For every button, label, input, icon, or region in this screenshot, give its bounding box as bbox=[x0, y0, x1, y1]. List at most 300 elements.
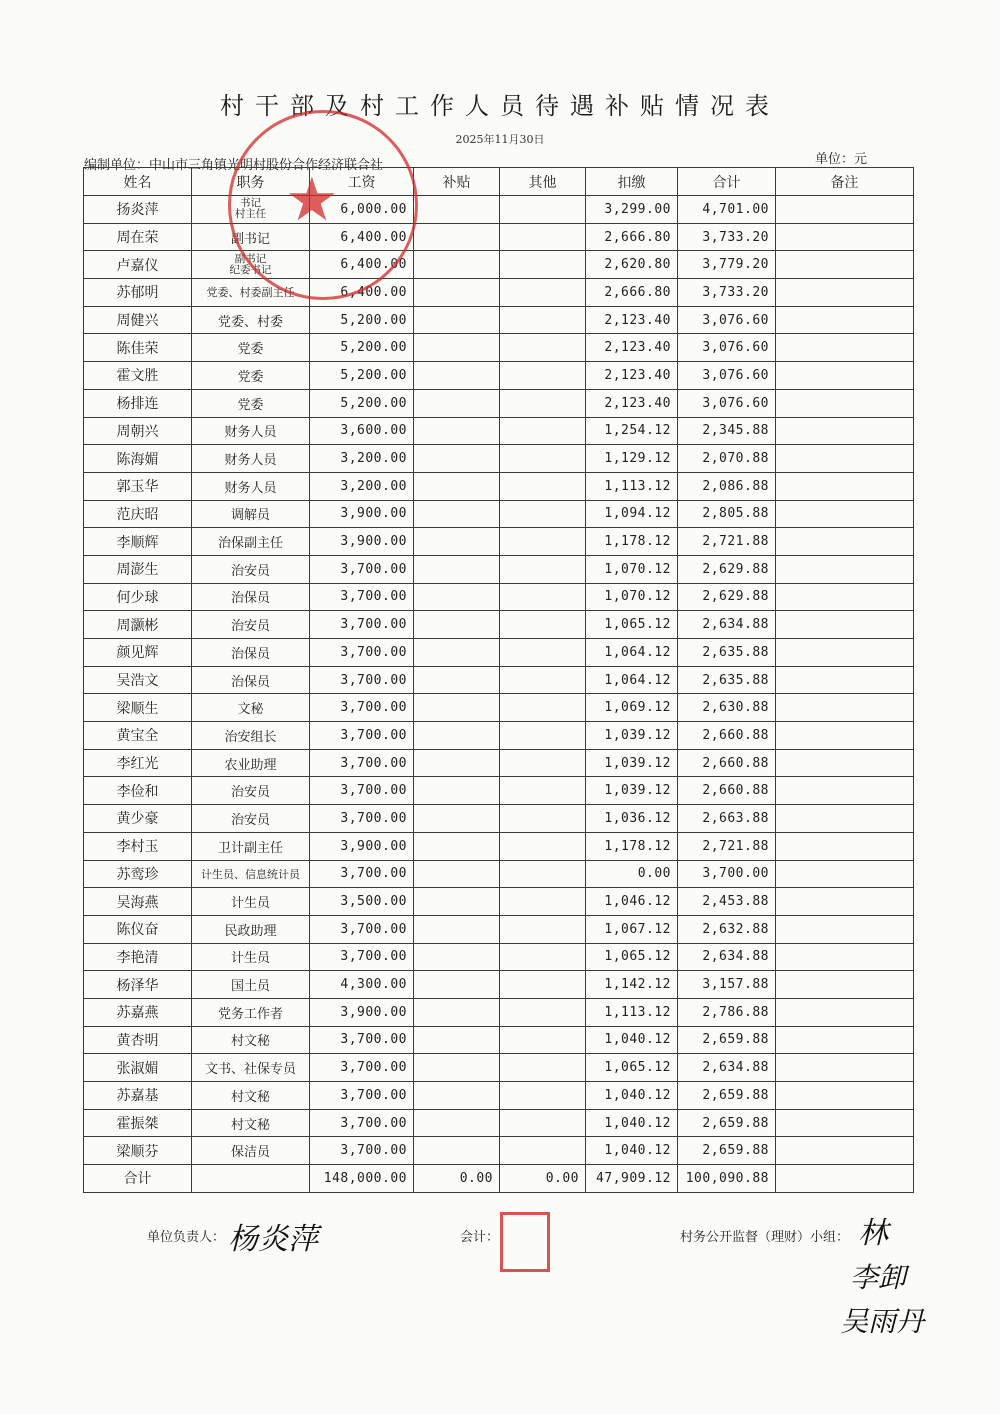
deduction-cell: 1,254.12 bbox=[586, 417, 678, 445]
other-cell bbox=[500, 860, 586, 888]
totals-row bbox=[84, 1165, 914, 1193]
role-cell: 文秘 bbox=[192, 694, 310, 722]
name-cell: 李村玉 bbox=[84, 832, 192, 860]
other-cell bbox=[500, 722, 586, 750]
table-row bbox=[84, 445, 914, 473]
subsidy-cell bbox=[414, 1082, 500, 1110]
other-cell bbox=[500, 639, 586, 667]
deduction-cell: 1,039.12 bbox=[586, 749, 678, 777]
total-cell: 2,629.88 bbox=[678, 583, 776, 611]
subsidy-cell bbox=[414, 611, 500, 639]
total-cell: 4,701.00 bbox=[678, 196, 776, 224]
subsidy-cell bbox=[414, 749, 500, 777]
supervision-signature-1: 林 bbox=[858, 1216, 888, 1251]
wage-cell: 3,700.00 bbox=[310, 639, 414, 667]
supervision-signature-2: 李卸 bbox=[850, 1261, 907, 1294]
wage-cell: 3,700.00 bbox=[310, 915, 414, 943]
deduction-cell: 1,064.12 bbox=[586, 666, 678, 694]
column-header-total: 合计 bbox=[678, 168, 776, 196]
deduction-cell: 0.00 bbox=[586, 860, 678, 888]
role-cell: 财务人员 bbox=[192, 472, 310, 500]
totals-role-cell bbox=[192, 1165, 310, 1193]
name-cell: 苏鸾珍 bbox=[84, 860, 192, 888]
table-row bbox=[84, 860, 914, 888]
total-cell: 2,629.88 bbox=[678, 555, 776, 583]
name-cell: 杨泽华 bbox=[84, 971, 192, 999]
total-cell: 2,659.88 bbox=[678, 1026, 776, 1054]
subsidy-cell bbox=[414, 196, 500, 224]
total-cell: 2,634.88 bbox=[678, 1054, 776, 1082]
subsidy-cell bbox=[414, 334, 500, 362]
total-cell: 3,733.20 bbox=[678, 279, 776, 307]
role-cell: 民政助理 bbox=[192, 915, 310, 943]
deduction-cell: 1,129.12 bbox=[586, 445, 678, 473]
role-cell: 卫计副主任 bbox=[192, 832, 310, 860]
remarks-cell bbox=[776, 223, 914, 251]
role-cell: 财务人员 bbox=[192, 445, 310, 473]
other-cell bbox=[500, 694, 586, 722]
subsidy-cell bbox=[414, 362, 500, 390]
role-cell: 书记 村主任 bbox=[192, 196, 310, 224]
role-cell: 农业助理 bbox=[192, 749, 310, 777]
wage-cell: 3,600.00 bbox=[310, 417, 414, 445]
role-cell: 调解员 bbox=[192, 500, 310, 528]
deduction-cell: 1,070.12 bbox=[586, 555, 678, 583]
other-cell bbox=[500, 1109, 586, 1137]
other-cell bbox=[500, 1137, 586, 1165]
remarks-cell bbox=[776, 943, 914, 971]
document-title: 村干部及村工作人员待遇补贴情况表 bbox=[220, 92, 780, 120]
other-cell bbox=[500, 888, 586, 916]
table-row bbox=[84, 500, 914, 528]
deduction-cell: 1,065.12 bbox=[586, 611, 678, 639]
wage-cell: 6,400.00 bbox=[310, 251, 414, 279]
total-cell: 3,076.60 bbox=[678, 362, 776, 390]
table-row bbox=[84, 1137, 914, 1165]
subsidy-cell bbox=[414, 722, 500, 750]
wage-cell: 3,700.00 bbox=[310, 1109, 414, 1137]
role-cell: 治安员 bbox=[192, 555, 310, 583]
subsidy-table bbox=[83, 167, 914, 1193]
role-cell: 保洁员 bbox=[192, 1137, 310, 1165]
deduction-cell: 1,039.12 bbox=[586, 722, 678, 750]
table-row bbox=[84, 943, 914, 971]
wage-cell: 3,900.00 bbox=[310, 500, 414, 528]
deduction-cell: 1,040.12 bbox=[586, 1026, 678, 1054]
subsidy-cell bbox=[414, 389, 500, 417]
table-row bbox=[84, 306, 914, 334]
other-cell bbox=[500, 389, 586, 417]
wage-cell: 3,700.00 bbox=[310, 722, 414, 750]
subsidy-cell bbox=[414, 805, 500, 833]
document-date: 2025年11月30日 bbox=[455, 133, 545, 146]
name-cell: 张淑媚 bbox=[84, 1054, 192, 1082]
remarks-cell bbox=[776, 749, 914, 777]
subsidy-cell bbox=[414, 832, 500, 860]
wage-cell: 3,700.00 bbox=[310, 943, 414, 971]
wage-cell: 6,400.00 bbox=[310, 223, 414, 251]
wage-cell: 3,700.00 bbox=[310, 749, 414, 777]
column-header-deduction: 扣缴 bbox=[586, 168, 678, 196]
compiling-unit: 编制单位：中山市三角镇光明村股份合作经济联合社 bbox=[84, 158, 384, 173]
table-row bbox=[84, 611, 914, 639]
column-header-other: 其他 bbox=[500, 168, 586, 196]
total-cell: 3,700.00 bbox=[678, 860, 776, 888]
total-cell: 3,779.20 bbox=[678, 251, 776, 279]
subsidy-cell bbox=[414, 500, 500, 528]
remarks-cell bbox=[776, 694, 914, 722]
table-row bbox=[84, 251, 914, 279]
role-cell: 治保副主任 bbox=[192, 528, 310, 556]
name-cell: 周朝兴 bbox=[84, 417, 192, 445]
remarks-cell bbox=[776, 1082, 914, 1110]
total-cell: 2,659.88 bbox=[678, 1082, 776, 1110]
total-cell: 2,721.88 bbox=[678, 832, 776, 860]
remarks-cell bbox=[776, 666, 914, 694]
totals-wage: 148,000.00 bbox=[310, 1165, 414, 1193]
table-row bbox=[84, 1109, 914, 1137]
role-cell: 计生员 bbox=[192, 943, 310, 971]
total-cell: 2,070.88 bbox=[678, 445, 776, 473]
subsidy-cell bbox=[414, 445, 500, 473]
total-cell: 2,660.88 bbox=[678, 749, 776, 777]
name-cell: 周在荣 bbox=[84, 223, 192, 251]
deduction-cell: 2,123.40 bbox=[586, 306, 678, 334]
subsidy-cell bbox=[414, 251, 500, 279]
name-cell: 梁顺芬 bbox=[84, 1137, 192, 1165]
subsidy-cell bbox=[414, 528, 500, 556]
wage-cell: 3,700.00 bbox=[310, 1082, 414, 1110]
deduction-cell: 1,094.12 bbox=[586, 500, 678, 528]
wage-cell: 4,300.00 bbox=[310, 971, 414, 999]
wage-cell: 3,700.00 bbox=[310, 860, 414, 888]
other-cell bbox=[500, 472, 586, 500]
name-cell: 扬炎萍 bbox=[84, 196, 192, 224]
name-cell: 吴浩文 bbox=[84, 666, 192, 694]
remarks-cell bbox=[776, 777, 914, 805]
name-cell: 郭玉华 bbox=[84, 472, 192, 500]
name-cell: 卢嘉仪 bbox=[84, 251, 192, 279]
deduction-cell: 1,070.12 bbox=[586, 583, 678, 611]
remarks-cell bbox=[776, 500, 914, 528]
deduction-cell: 1,065.12 bbox=[586, 1054, 678, 1082]
table-row bbox=[84, 777, 914, 805]
remarks-cell bbox=[776, 832, 914, 860]
name-cell: 陈佳荣 bbox=[84, 334, 192, 362]
other-cell bbox=[500, 279, 586, 307]
role-cell: 治安员 bbox=[192, 805, 310, 833]
other-cell bbox=[500, 1082, 586, 1110]
table-row bbox=[84, 1082, 914, 1110]
remarks-cell bbox=[776, 805, 914, 833]
remarks-cell bbox=[776, 417, 914, 445]
wage-cell: 3,700.00 bbox=[310, 611, 414, 639]
total-cell: 3,157.88 bbox=[678, 971, 776, 999]
total-cell: 2,630.88 bbox=[678, 694, 776, 722]
deduction-cell: 2,123.40 bbox=[586, 362, 678, 390]
table-row bbox=[84, 915, 914, 943]
table-row bbox=[84, 528, 914, 556]
table-row bbox=[84, 722, 914, 750]
table-row bbox=[84, 1026, 914, 1054]
name-cell: 杨排连 bbox=[84, 389, 192, 417]
wage-cell: 6,400.00 bbox=[310, 279, 414, 307]
table-row bbox=[84, 417, 914, 445]
deduction-cell: 1,069.12 bbox=[586, 694, 678, 722]
other-cell bbox=[500, 583, 586, 611]
role-cell: 副书记 bbox=[192, 223, 310, 251]
role-cell: 村文秘 bbox=[192, 1109, 310, 1137]
role-cell: 治安组长 bbox=[192, 722, 310, 750]
name-cell: 李红光 bbox=[84, 749, 192, 777]
accountant-stamp bbox=[500, 1212, 550, 1272]
deduction-cell: 2,666.80 bbox=[586, 279, 678, 307]
remarks-cell bbox=[776, 1026, 914, 1054]
name-cell: 李艳清 bbox=[84, 943, 192, 971]
remarks-cell bbox=[776, 334, 914, 362]
role-cell: 国土员 bbox=[192, 971, 310, 999]
name-cell: 范庆昭 bbox=[84, 500, 192, 528]
other-cell bbox=[500, 445, 586, 473]
totals-label: 合计 bbox=[84, 1165, 192, 1193]
deduction-cell: 2,620.80 bbox=[586, 251, 678, 279]
deduction-cell: 1,065.12 bbox=[586, 943, 678, 971]
leader-signature: 杨炎萍 bbox=[228, 1222, 318, 1257]
deduction-cell: 1,040.12 bbox=[586, 1137, 678, 1165]
remarks-cell bbox=[776, 915, 914, 943]
column-header-wage: 工资 bbox=[310, 168, 414, 196]
name-cell: 李顺辉 bbox=[84, 528, 192, 556]
wage-cell: 5,200.00 bbox=[310, 334, 414, 362]
wage-cell: 3,700.00 bbox=[310, 583, 414, 611]
wage-cell: 3,900.00 bbox=[310, 832, 414, 860]
name-cell: 黄少豪 bbox=[84, 805, 192, 833]
wage-cell: 5,200.00 bbox=[310, 306, 414, 334]
subsidy-cell bbox=[414, 472, 500, 500]
name-cell: 苏嘉燕 bbox=[84, 998, 192, 1026]
deduction-cell: 1,040.12 bbox=[586, 1082, 678, 1110]
remarks-cell bbox=[776, 528, 914, 556]
subsidy-cell bbox=[414, 860, 500, 888]
deduction-cell: 2,666.80 bbox=[586, 223, 678, 251]
remarks-cell bbox=[776, 445, 914, 473]
supervision-label: 村务公开监督（理财）小组： bbox=[680, 1230, 850, 1245]
table-row bbox=[84, 998, 914, 1026]
deduction-cell: 2,123.40 bbox=[586, 334, 678, 362]
name-cell: 霍文胜 bbox=[84, 362, 192, 390]
name-cell: 周灏彬 bbox=[84, 611, 192, 639]
wage-cell: 3,700.00 bbox=[310, 1137, 414, 1165]
other-cell bbox=[500, 500, 586, 528]
remarks-cell bbox=[776, 1054, 914, 1082]
deduction-cell: 1,064.12 bbox=[586, 639, 678, 667]
table-row bbox=[84, 1054, 914, 1082]
remarks-cell bbox=[776, 362, 914, 390]
column-header-subsidy: 补贴 bbox=[414, 168, 500, 196]
remarks-cell bbox=[776, 888, 914, 916]
column-header-remarks: 备注 bbox=[776, 168, 914, 196]
remarks-cell bbox=[776, 279, 914, 307]
other-cell bbox=[500, 915, 586, 943]
table-row bbox=[84, 472, 914, 500]
other-cell bbox=[500, 998, 586, 1026]
other-cell bbox=[500, 832, 586, 860]
subsidy-cell bbox=[414, 555, 500, 583]
table-row bbox=[84, 694, 914, 722]
deduction-cell: 2,123.40 bbox=[586, 389, 678, 417]
remarks-cell bbox=[776, 1137, 914, 1165]
role-cell: 治保员 bbox=[192, 583, 310, 611]
role-cell: 治安员 bbox=[192, 777, 310, 805]
column-header-name: 姓名 bbox=[84, 168, 192, 196]
name-cell: 吴海燕 bbox=[84, 888, 192, 916]
remarks-cell bbox=[776, 611, 914, 639]
wage-cell: 5,200.00 bbox=[310, 362, 414, 390]
role-cell: 计生员 bbox=[192, 888, 310, 916]
subsidy-cell bbox=[414, 888, 500, 916]
other-cell bbox=[500, 971, 586, 999]
subsidy-cell bbox=[414, 1054, 500, 1082]
total-cell: 2,345.88 bbox=[678, 417, 776, 445]
wage-cell: 3,700.00 bbox=[310, 1026, 414, 1054]
subsidy-cell bbox=[414, 417, 500, 445]
remarks-cell bbox=[776, 1109, 914, 1137]
other-cell bbox=[500, 251, 586, 279]
total-cell: 2,660.88 bbox=[678, 722, 776, 750]
total-cell: 3,076.60 bbox=[678, 334, 776, 362]
wage-cell: 3,700.00 bbox=[310, 805, 414, 833]
seal-star-icon: ★ bbox=[285, 165, 339, 235]
wage-cell: 3,700.00 bbox=[310, 1054, 414, 1082]
other-cell bbox=[500, 749, 586, 777]
totals-total: 100,090.88 bbox=[678, 1165, 776, 1193]
role-cell: 治保员 bbox=[192, 666, 310, 694]
remarks-cell bbox=[776, 998, 914, 1026]
remarks-cell bbox=[776, 251, 914, 279]
column-header-role: 职务 bbox=[192, 168, 310, 196]
subsidy-cell bbox=[414, 223, 500, 251]
other-cell bbox=[500, 196, 586, 224]
deduction-cell: 1,178.12 bbox=[586, 832, 678, 860]
role-cell: 治保员 bbox=[192, 639, 310, 667]
other-cell bbox=[500, 1054, 586, 1082]
other-cell bbox=[500, 805, 586, 833]
table-row bbox=[84, 223, 914, 251]
deduction-cell: 1,113.12 bbox=[586, 998, 678, 1026]
total-cell: 2,659.88 bbox=[678, 1137, 776, 1165]
subsidy-cell bbox=[414, 915, 500, 943]
wage-cell: 3,700.00 bbox=[310, 555, 414, 583]
table-row bbox=[84, 639, 914, 667]
wage-cell: 3,700.00 bbox=[310, 777, 414, 805]
total-cell: 3,076.60 bbox=[678, 389, 776, 417]
role-cell: 文书、社保专员 bbox=[192, 1054, 310, 1082]
role-cell: 副书记 纪委书记 bbox=[192, 251, 310, 279]
total-cell: 2,453.88 bbox=[678, 888, 776, 916]
wage-cell: 3,200.00 bbox=[310, 472, 414, 500]
deduction-cell: 1,142.12 bbox=[586, 971, 678, 999]
subsidy-cell bbox=[414, 1026, 500, 1054]
role-cell: 村文秘 bbox=[192, 1026, 310, 1054]
table-row bbox=[84, 666, 914, 694]
total-cell: 2,721.88 bbox=[678, 528, 776, 556]
total-cell: 2,660.88 bbox=[678, 777, 776, 805]
total-cell: 3,076.60 bbox=[678, 306, 776, 334]
name-cell: 李俭和 bbox=[84, 777, 192, 805]
total-cell: 2,632.88 bbox=[678, 915, 776, 943]
other-cell bbox=[500, 334, 586, 362]
remarks-cell bbox=[776, 860, 914, 888]
supervision-signature-3: 吴雨丹 bbox=[840, 1305, 925, 1338]
table-row bbox=[84, 389, 914, 417]
deduction-cell: 1,113.12 bbox=[586, 472, 678, 500]
subsidy-cell bbox=[414, 639, 500, 667]
total-cell: 3,733.20 bbox=[678, 223, 776, 251]
deduction-cell: 1,046.12 bbox=[586, 888, 678, 916]
other-cell bbox=[500, 1026, 586, 1054]
totals-other: 0.00 bbox=[500, 1165, 586, 1193]
leader-label: 单位负责人： bbox=[147, 1230, 226, 1245]
role-cell: 党委、村委 bbox=[192, 306, 310, 334]
wage-cell: 5,200.00 bbox=[310, 389, 414, 417]
subsidy-cell bbox=[414, 777, 500, 805]
other-cell bbox=[500, 306, 586, 334]
remarks-cell bbox=[776, 389, 914, 417]
table-row bbox=[84, 888, 914, 916]
wage-cell: 3,900.00 bbox=[310, 998, 414, 1026]
name-cell: 周澎生 bbox=[84, 555, 192, 583]
table-row bbox=[84, 583, 914, 611]
table-row bbox=[84, 196, 914, 224]
name-cell: 苏郁明 bbox=[84, 279, 192, 307]
table-row bbox=[84, 555, 914, 583]
deduction-cell: 1,036.12 bbox=[586, 805, 678, 833]
totals-deduction: 47,909.12 bbox=[586, 1165, 678, 1193]
subsidy-cell bbox=[414, 971, 500, 999]
other-cell bbox=[500, 417, 586, 445]
wage-cell: 6,000.00 bbox=[310, 196, 414, 224]
table-row bbox=[84, 362, 914, 390]
role-cell: 治安员 bbox=[192, 611, 310, 639]
deduction-cell: 1,039.12 bbox=[586, 777, 678, 805]
other-cell bbox=[500, 777, 586, 805]
name-cell: 黄杏明 bbox=[84, 1026, 192, 1054]
table-header-row bbox=[84, 168, 914, 196]
remarks-cell bbox=[776, 583, 914, 611]
role-cell: 党委 bbox=[192, 334, 310, 362]
role-cell: 党委、村委副主任 bbox=[192, 279, 310, 307]
deduction-cell: 3,299.00 bbox=[586, 196, 678, 224]
name-cell: 陈仪奋 bbox=[84, 915, 192, 943]
total-cell: 2,663.88 bbox=[678, 805, 776, 833]
total-cell: 2,635.88 bbox=[678, 666, 776, 694]
role-cell: 党委 bbox=[192, 362, 310, 390]
wage-cell: 3,700.00 bbox=[310, 694, 414, 722]
other-cell bbox=[500, 666, 586, 694]
name-cell: 何少球 bbox=[84, 583, 192, 611]
role-cell: 计生员、信息统计员 bbox=[192, 860, 310, 888]
total-cell: 2,634.88 bbox=[678, 943, 776, 971]
wage-cell: 3,900.00 bbox=[310, 528, 414, 556]
subsidy-cell bbox=[414, 306, 500, 334]
table-row bbox=[84, 749, 914, 777]
other-cell bbox=[500, 223, 586, 251]
other-cell bbox=[500, 611, 586, 639]
total-cell: 2,805.88 bbox=[678, 500, 776, 528]
remarks-cell bbox=[776, 971, 914, 999]
other-cell bbox=[500, 555, 586, 583]
name-cell: 周健兴 bbox=[84, 306, 192, 334]
